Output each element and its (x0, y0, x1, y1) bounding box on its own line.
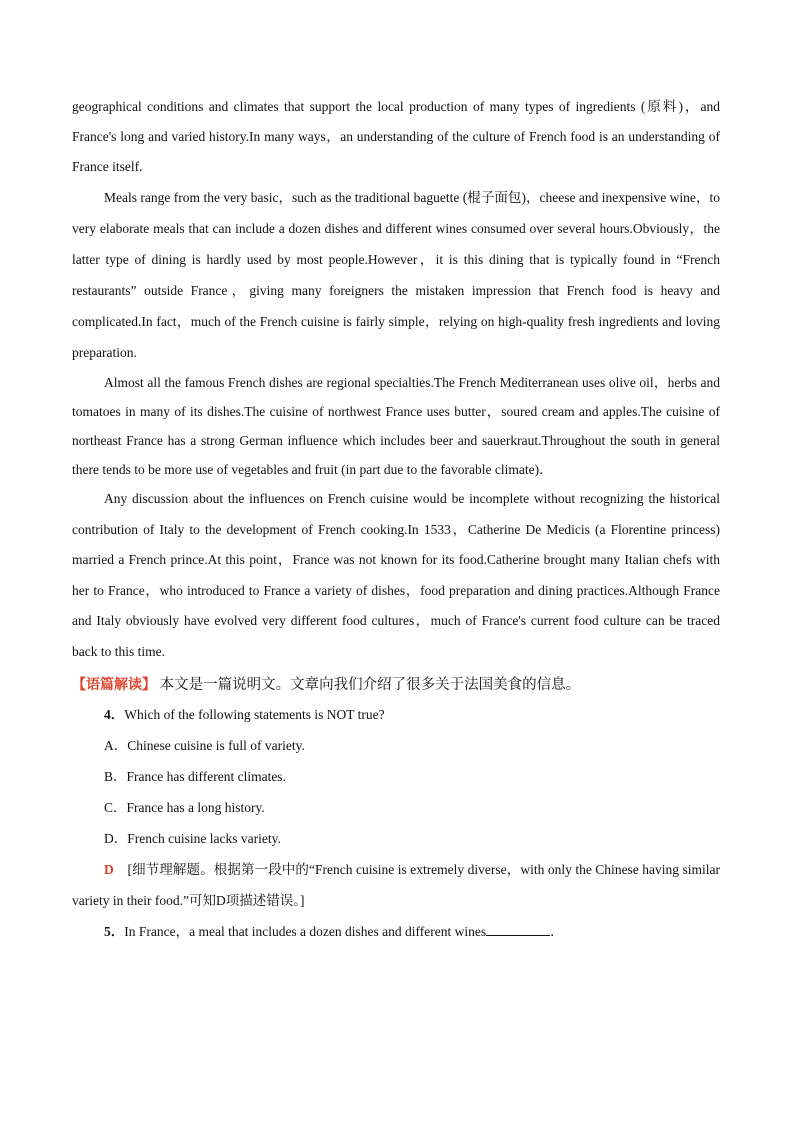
answer-letter: D (104, 861, 114, 877)
question-number: 5． (104, 923, 125, 939)
answer-text: [细节理解题。根据第一段中的“French cuisine is extremely diverse，with only the Chinese having similar variety in their food.”可知D项描述错误。] (72, 861, 721, 908)
question-stem: Which of the following statements is NOT true? (124, 706, 385, 722)
question-5 (104, 916, 720, 947)
analysis-text: 本文是一篇说明文。文章向我们介绍了很多关于法国美食的信息。 (159, 676, 581, 693)
question-4 (104, 699, 720, 730)
question-number: 4． (104, 706, 125, 722)
option-c: C．France has a long history. (104, 799, 265, 815)
answer-blank[interactable] (486, 923, 550, 936)
passage-paragraph-3: Almost all the famous French dishes are regional specialties.The French Mediterranean uses olive oil，herbs and tomatoes in many of its dishes.The cuisine of northwest France uses butter，soured cream and apples.The cuisine of northeast France has a strong German influence which includes beer and sauerkraut.Throughout the south in general there tends to be more use of vegetables and fruit (in part due to the favorable climate)． (72, 375, 720, 477)
passage-paragraph-1: geographical conditions and climates that support the local production of many types of ingredients (原料)，and France's long and varied history.In many ways，an understanding of the culture of French food is an understanding of France itself. (72, 99, 720, 174)
option-a: A．Chinese cuisine is full of variety. (104, 737, 305, 753)
document-page (72, 92, 720, 947)
question-end: ． (550, 923, 564, 939)
question-stem: In France，a meal that includes a dozen dishes and different wines (124, 923, 487, 939)
option-d: D．French cuisine lacks variety. (104, 830, 281, 846)
passage-paragraph-4: Any discussion about the influences on French cuisine would be incomplete without recognizing the historical contribution of Italy to the development of French cooking.In 1533，Catherine De Medicis (a Florentine princess) married a French prince.At this point，France was not known for its food.Catherine brought many Italian chefs with her to France，who introduced to France a variety of dishes，food preparation and dining practices.Although France and Italy obviously have evolved very different food cultures，much of France's current food culture can be traced back to this time. (72, 491, 720, 659)
answer-explanation (72, 854, 720, 916)
option-b: B．France has different climates. (104, 768, 286, 784)
analysis-tag: 【语篇解读】 (72, 676, 156, 693)
passage-analysis (72, 671, 720, 699)
passage-paragraph-2: Meals range from the very basic，such as the traditional baguette (棍子面包)，cheese and inexpensive wine，to very elaborate meals that can include a dozen dishes and different wines consumed over several hours.Obviously，the latter type of dining is hardly used by most people.However，it is this dining that is typically found in “French restaurants” outside France，giving many foreigners the mistaken impression that French food is heavy and complicated.In fact，much of the French cuisine is fairly simple，relying on high-quality fresh ingredients and loving preparation. (72, 190, 720, 360)
